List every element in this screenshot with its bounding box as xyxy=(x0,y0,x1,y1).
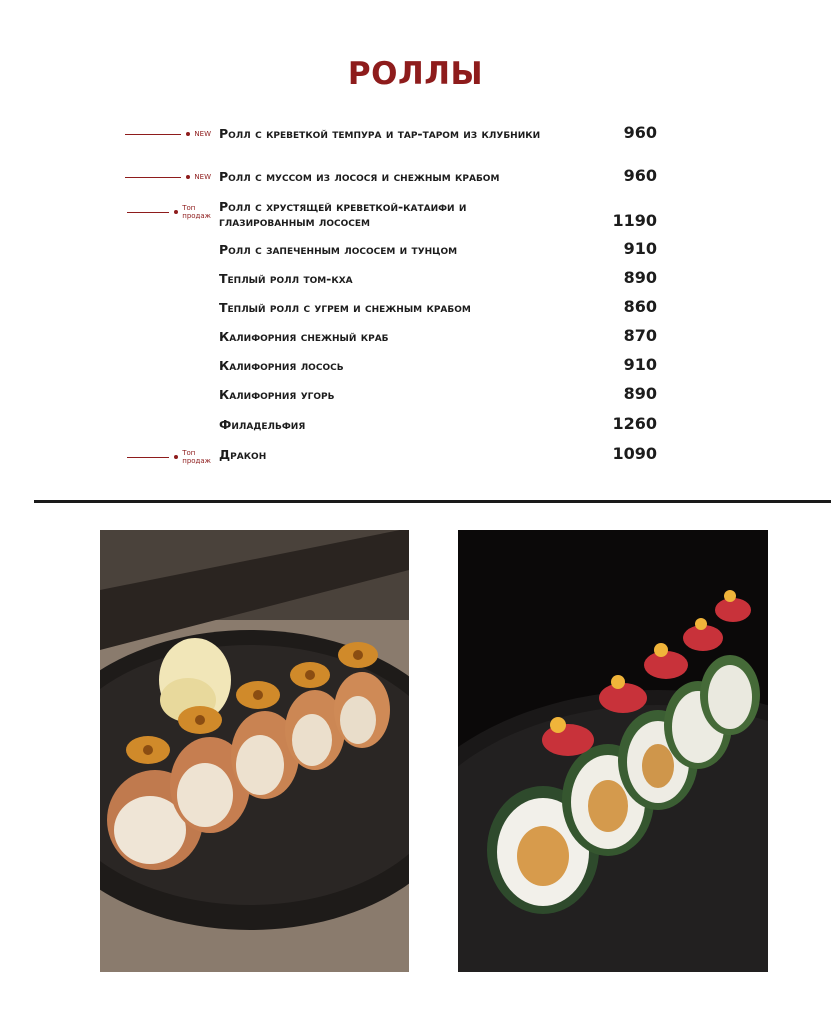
tag-line xyxy=(127,457,169,458)
menu-item xyxy=(219,444,657,463)
menu-item xyxy=(219,199,657,229)
tag-dot xyxy=(186,175,190,179)
menu-item xyxy=(219,166,657,185)
roll-photo-right xyxy=(458,530,768,972)
menu-item xyxy=(219,414,657,433)
menu-item-name: Ролл с хрустящей креветкой-катаифи и глазированным лососем xyxy=(219,199,467,229)
tag-top-sales xyxy=(127,204,211,220)
menu-item-price: 1260 xyxy=(612,414,657,433)
tag-line xyxy=(125,177,181,178)
tag-label: NEW xyxy=(194,130,211,138)
menu-list xyxy=(0,0,831,480)
menu-item-name: Калифорния снежный краб xyxy=(219,329,389,344)
roll-photo-left-illustration xyxy=(100,530,409,972)
menu-item xyxy=(219,384,657,403)
menu-item-price: 890 xyxy=(623,384,657,403)
menu-item-price: 960 xyxy=(623,166,657,185)
tag-label: Топ продаж xyxy=(182,204,211,220)
tag-top-sales xyxy=(127,449,211,465)
menu-item-price: 1190 xyxy=(612,211,657,230)
menu-item xyxy=(219,355,657,374)
page-title: РОЛЛЫ xyxy=(347,56,484,92)
menu-item xyxy=(219,239,657,258)
tag-label: NEW xyxy=(194,173,211,181)
menu-item xyxy=(219,297,657,316)
menu-item-price: 870 xyxy=(623,326,657,345)
menu-item-name: Калифорния угорь xyxy=(219,387,335,402)
tag-new xyxy=(125,173,211,181)
tag-line xyxy=(125,134,181,135)
menu-item-price: 860 xyxy=(623,297,657,316)
menu-item xyxy=(219,123,657,142)
tag-dot xyxy=(186,132,190,136)
tag-line xyxy=(127,212,169,213)
menu-item-price: 910 xyxy=(623,355,657,374)
roll-photo-right-illustration xyxy=(458,530,768,972)
menu-item-name: Дракон xyxy=(219,447,267,462)
tag-new xyxy=(125,130,211,138)
tag-dot xyxy=(174,210,178,214)
menu-item-name: Калифорния лосось xyxy=(219,358,344,373)
roll-photo-left xyxy=(100,530,409,972)
menu-item xyxy=(219,268,657,287)
menu-item-name: Ролл с муссом из лосося и снежным крабом xyxy=(219,169,500,184)
menu-item-price: 960 xyxy=(623,123,657,142)
menu-item-name: Ролл с креветкой темпура и тар-таром из клубники xyxy=(219,126,541,141)
menu-item-price: 1090 xyxy=(612,444,657,463)
menu-item-name: Ролл с запеченным лососем и тунцом xyxy=(219,242,458,257)
tag-dot xyxy=(174,455,178,459)
menu-item-name: Филадельфия xyxy=(219,417,306,432)
menu-item-price: 890 xyxy=(623,268,657,287)
menu-item-name: Теплый ролл с угрем и снежным крабом xyxy=(219,300,471,315)
menu-item-name: Теплый ролл том-кха xyxy=(219,271,353,286)
menu-item-price: 910 xyxy=(623,239,657,258)
menu-item xyxy=(219,326,657,345)
tag-label: Топ продаж xyxy=(182,449,211,465)
section-divider xyxy=(34,500,831,503)
